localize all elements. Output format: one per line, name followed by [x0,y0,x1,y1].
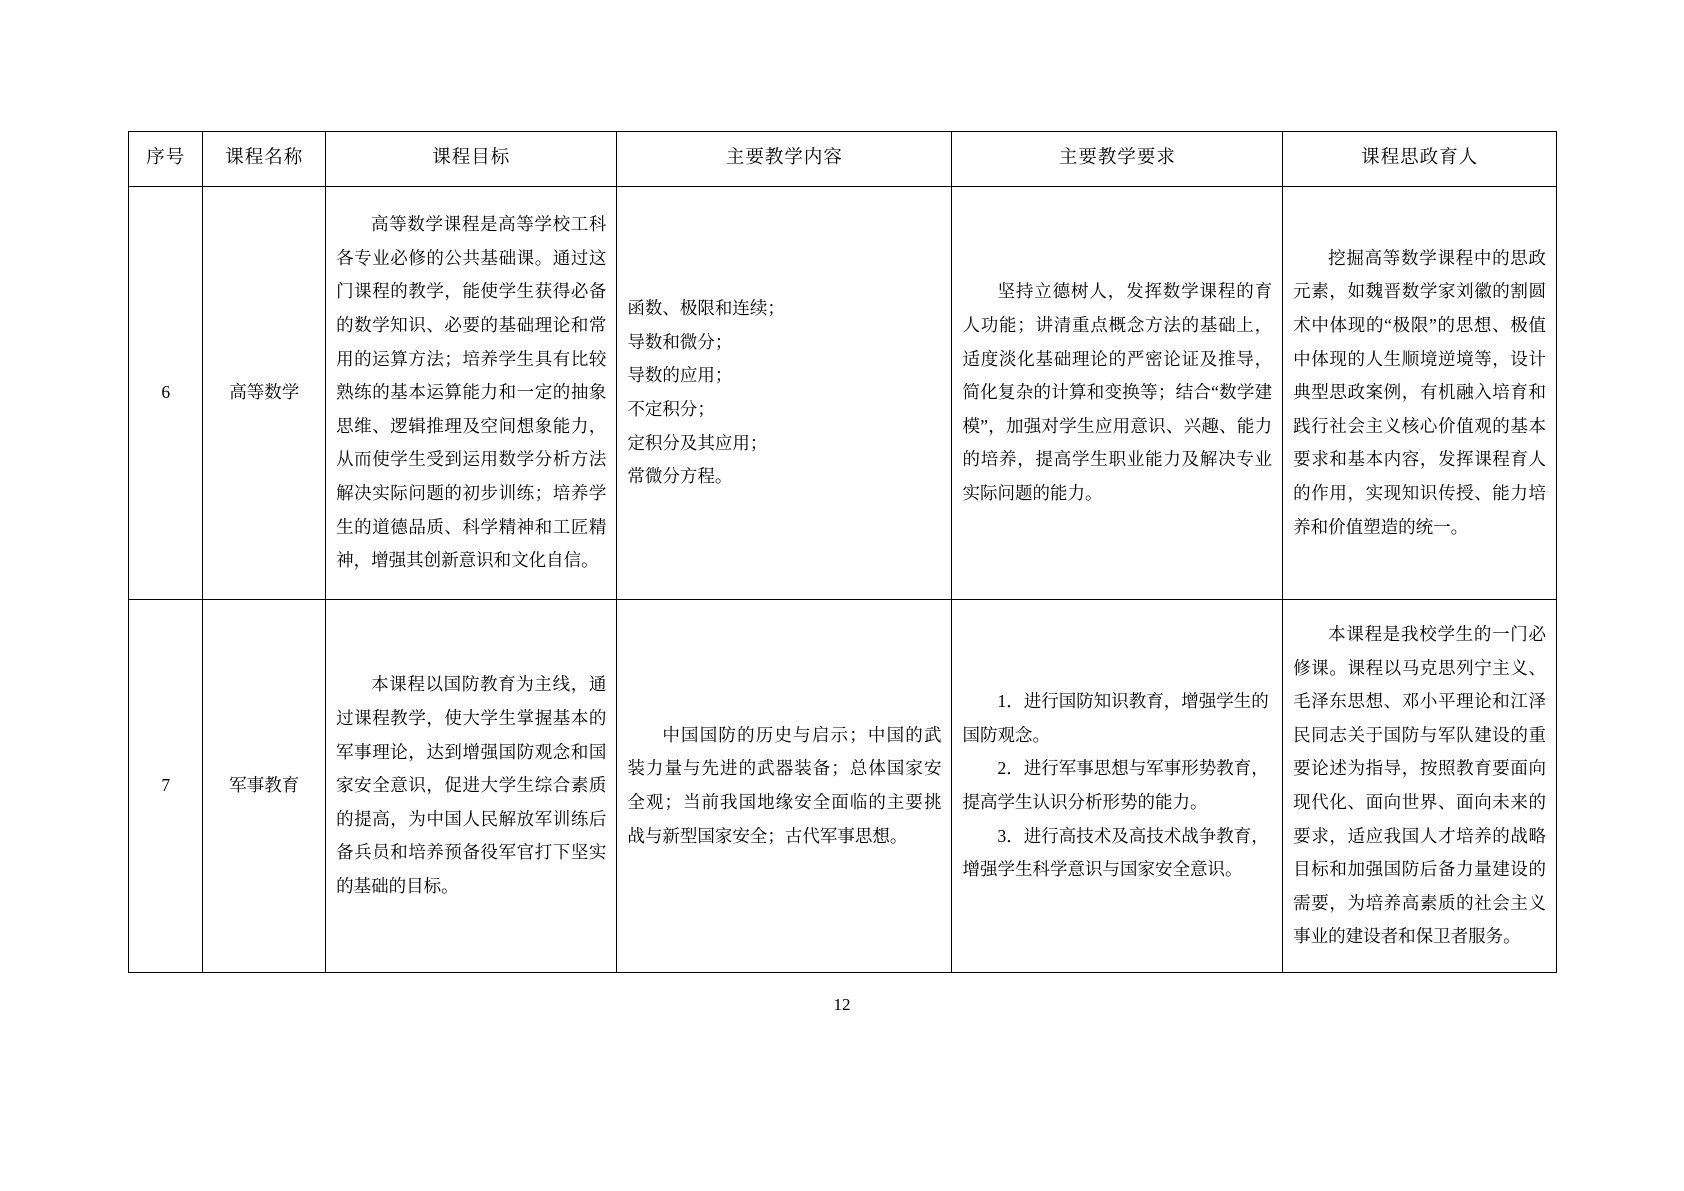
table-row [129,187,1557,600]
cell-no: 6 [129,187,203,600]
content-line: 定积分及其应用； [627,432,768,453]
cell-ideological-education: 挖掘高等数学课程中的思政元素，如魏晋数学家刘徽的割圆术中体现的“极限”的思想、极值中体现的人生顺境逆境等，设计典型思政案例，有机融入培育和践行社会主义核心价值观的基本要求和基本内容，发挥课程育人的作用，实现知识传授、能力培养和价值塑造的统一。 [1283,187,1557,600]
cell-main-requirement [952,600,1283,973]
column-header-main-content: 主要教学内容 [617,132,952,187]
cell-course-goal: 高等数学课程是高等学校工科各专业必修的公共基础课。通过这门课程的教学，能使学生获得必备的数学知识、必要的基础理论和常用的运算方法；培养学生具有比较熟练的基本运算能力和一定的抽象思维、逻辑推理及空间想象能力，从而使学生受到运用数学分析方法解决实际问题的初步训练；培养学生的道德品质、科学精神和工匠精神，增强其创新意识和文化自信。 [326,187,617,600]
column-header-course-name: 课程名称 [203,132,326,187]
column-header-ideological-education: 课程思政育人 [1283,132,1557,187]
content-line: 不定积分； [627,399,715,419]
page-number: 12 [833,995,851,1014]
content-line: 函数、极限和连续； [627,298,785,319]
cell-course-name: 军事教育 [203,600,326,973]
cell-main-requirement: 坚持立德树人，发挥数学课程的育人功能；讲清重点概念方法的基础上，适度淡化基础理论的严密论证及推导，简化复杂的计算和变换等；结合“数学建模”，加强对学生应用意识、兴趣、能力的培养，提高学生职业能力及解决专业实际问题的能力。 [952,187,1283,600]
table-row [129,600,1557,973]
cell-main-content: 中国国防的历史与启示；中国的武装力量与先进的武器装备；总体国家安全观；当前我国地缘安全面临的主要挑战与新型国家安全；古代军事思想。 [617,600,952,973]
content-line: 导数和微分； [627,331,733,352]
cell-no: 7 [129,600,203,973]
cell-main-content [617,187,952,600]
content-line: 导数的应用； [627,365,733,386]
cell-course-goal: 本课程以国防教育为主线，通过课程教学，使大学生掌握基本的军事理论，达到增强国防观念和国家安全意识，促进大学生综合素质的提高，为中国人民解放军训练后备兵员和培养预备役军官打下坚实的基础的目标。 [326,600,617,973]
column-header-main-requirement: 主要教学要求 [952,132,1283,187]
column-header-no: 序号 [129,132,203,187]
requirement-line: 2．进行军事思想与军事形势教育，提高学生认识分析形势的能力。 [962,758,1269,812]
content-line: 常微分方程。 [627,466,733,487]
requirement-line: 3．进行高技术及高技术战争教育，增强学生科学意识与国家安全意识。 [962,825,1269,880]
cell-ideological-education: 本课程是我校学生的一门必修课。课程以马克思列宁主义、毛泽东思想、邓小平理论和江泽民同志关于国防与军队建设的重要论述为指导，按照教育要面向现代化、面向世界、面向未来的要求，适应我国人才培养的战略目标和加强国防后备力量建设的需要，为培养高素质的社会主义事业的建设者和保卫者服务。 [1283,600,1557,973]
table-header-row [129,132,1557,187]
course-table [128,131,1557,973]
requirement-line: 1．进行国防知识教育，增强学生的国防观念。 [962,691,1269,745]
cell-course-name: 高等数学 [203,187,326,600]
column-header-course-goal: 课程目标 [326,132,617,187]
